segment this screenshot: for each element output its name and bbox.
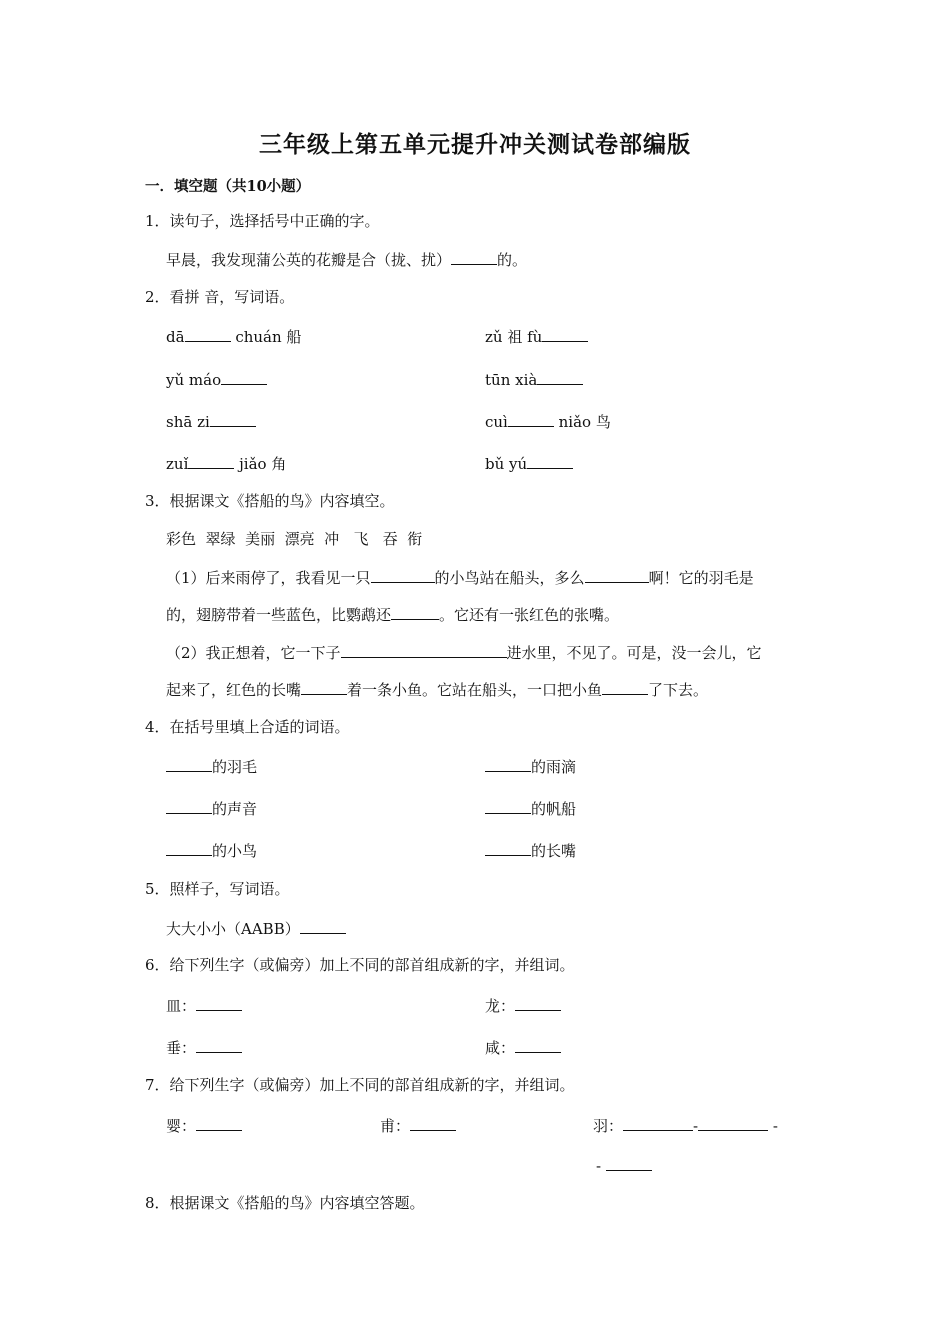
q5-stem: 5．照样子，写词语。 — [145, 880, 290, 898]
answer-blank[interactable] — [485, 840, 531, 856]
answer-blank[interactable] — [537, 369, 583, 385]
answer-blank[interactable] — [371, 567, 435, 583]
section-heading: 一．填空题（共10小题） — [145, 178, 311, 195]
answer-blank[interactable] — [166, 798, 212, 814]
answer-blank[interactable] — [301, 679, 347, 695]
answer-blank[interactable] — [451, 249, 497, 265]
answer-blank[interactable] — [185, 326, 231, 342]
page-title: 三年级上第五单元提升冲关测试卷部编版 — [259, 131, 691, 158]
q4-item: 的声音 — [166, 798, 257, 819]
q6-item: 咸： — [485, 1037, 561, 1058]
q2-item: bǔ yú — [485, 453, 573, 474]
answer-blank[interactable] — [542, 326, 588, 342]
answer-blank[interactable] — [623, 1115, 693, 1131]
q2-stem: 2．看拼 音，写词语。 — [145, 288, 295, 306]
q4-item: 的雨滴 — [485, 756, 576, 777]
answer-blank[interactable] — [341, 642, 507, 658]
answer-blank[interactable] — [196, 1037, 242, 1053]
q8-stem: 8．根据课文《搭船的鸟》内容填空答题。 — [145, 1194, 425, 1212]
answer-blank[interactable] — [221, 369, 267, 385]
q3-paragraph-2-cont: 起来了，红色的长嘴 着一条小鱼。它站在船头，一口把小鱼 了下去。 — [166, 681, 709, 699]
answer-blank[interactable] — [515, 995, 561, 1011]
q7-item: 甫： — [380, 1115, 456, 1136]
q2-item: yǔ máo — [166, 369, 267, 390]
answer-blank[interactable] — [698, 1115, 768, 1131]
q1-stem: 1．读句子，选择括号中正确的字。 — [145, 212, 380, 230]
answer-blank[interactable] — [515, 1037, 561, 1053]
answer-blank[interactable] — [485, 756, 531, 772]
q7-item-cont: - — [596, 1155, 652, 1176]
answer-blank[interactable] — [508, 411, 554, 427]
answer-blank[interactable] — [410, 1115, 456, 1131]
answer-blank[interactable] — [196, 1115, 242, 1131]
q5-example: 大大小小（AABB） — [166, 918, 346, 939]
answer-blank[interactable] — [300, 918, 346, 934]
q2-item: tūn xià — [485, 369, 583, 390]
q3-stem: 3．根据课文《搭船的鸟》内容填空。 — [145, 492, 395, 510]
answer-blank[interactable] — [485, 798, 531, 814]
answer-blank[interactable] — [196, 995, 242, 1011]
q3-paragraph-2: （2）我正想着，它一下子 进水里，不见了。可是，没一会儿，它 — [166, 644, 762, 662]
q7-item: 羽： - - — [593, 1117, 778, 1135]
q2-item: zuǐ jiǎo 角 — [166, 455, 287, 473]
q2-item: cuì niǎo 鸟 — [485, 413, 611, 431]
q4-item: 的小鸟 — [166, 840, 257, 861]
answer-blank[interactable] — [391, 604, 439, 620]
answer-blank[interactable] — [606, 1155, 652, 1171]
q7-item: 婴： — [166, 1115, 242, 1136]
answer-blank[interactable] — [166, 840, 212, 856]
q4-item: 的羽毛 — [166, 756, 257, 777]
q4-item: 的帆船 — [485, 798, 576, 819]
answer-blank[interactable] — [188, 453, 234, 469]
answer-blank[interactable] — [602, 679, 648, 695]
q6-stem: 6．给下列生字（或偏旁）加上不同的部首组成新的字，并组词。 — [145, 956, 575, 974]
q6-item: 皿： — [166, 995, 242, 1016]
q1-sentence: 早晨，我发现蒲公英的花瓣是合（拢、扰） 的。 — [166, 251, 528, 269]
q2-item: zǔ 祖 fù — [485, 326, 588, 347]
answer-blank[interactable] — [166, 756, 212, 772]
q3-paragraph-1-cont: 的，翅膀带着一些蓝色，比鹦鹉还 。它还有一张红色的张嘴。 — [166, 606, 620, 624]
q4-item: 的长嘴 — [485, 840, 576, 861]
q3-paragraph-1: （1）后来雨停了，我看见一只 的小鸟站在船头，多么 啊！它的羽毛是 — [166, 569, 754, 587]
q2-item: shā zi — [166, 411, 256, 432]
q6-item: 垂： — [166, 1037, 242, 1058]
q6-item: 龙： — [485, 995, 561, 1016]
q4-stem: 4．在括号里填上合适的词语。 — [145, 718, 350, 736]
answer-blank[interactable] — [527, 453, 573, 469]
answer-blank[interactable] — [585, 567, 649, 583]
q2-item: dā chuán 船 — [166, 328, 302, 346]
q7-stem: 7．给下列生字（或偏旁）加上不同的部首组成新的字，并组词。 — [145, 1076, 575, 1094]
q3-word-bank: 彩色 翠绿 美丽 漂亮 冲 飞 吞 衔 — [166, 530, 423, 548]
answer-blank[interactable] — [210, 411, 256, 427]
